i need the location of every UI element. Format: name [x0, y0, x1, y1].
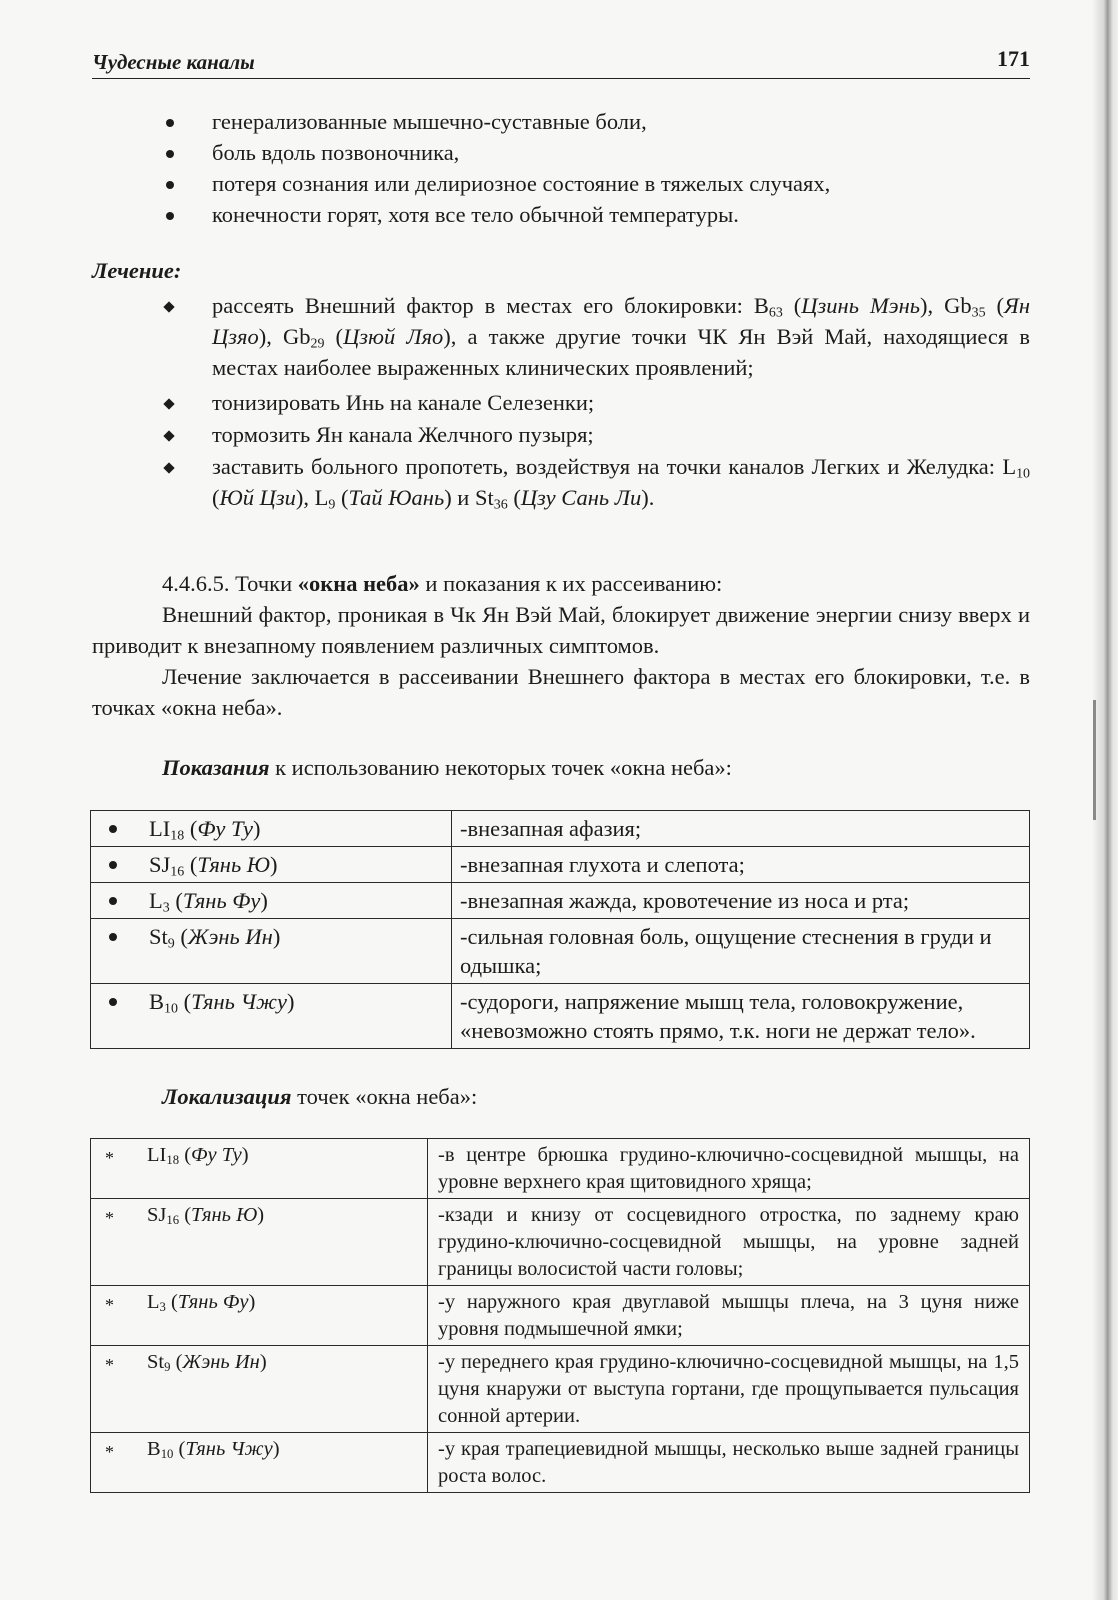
symptom-item [160, 137, 1030, 168]
location-cell: -у наружного края двуглавой мышцы плеча, на 3 цуня ниже уровня подмышечной ямки; [428, 1286, 1030, 1346]
symptom-item [160, 106, 1030, 137]
page-header [92, 44, 1030, 79]
symptom-text: генерализованные мышечно-суставные боли, [212, 109, 647, 134]
table-row [91, 1433, 1030, 1493]
bullet-dot-icon [166, 150, 174, 158]
table-row [91, 811, 1030, 847]
indication-cell: -внезапная жажда, кровотечение из носа и рта; [452, 883, 1030, 919]
paragraph: Лечение заключается в рассеивании Внешнего фактора в местах его блокировки, т.е. в точках «окна неба». [92, 664, 1030, 720]
bullet-dot-icon [109, 998, 117, 1006]
location-cell: -у края трапециевидной мышцы, несколько выше задней границы роста волос. [428, 1433, 1030, 1493]
point-cell: $L_3$ (Тянь Фу) [91, 883, 452, 919]
location-cell: -кзади и книзу от сосцевидного отростка, по заднему краю грудино-ключично-сосцевидной мышцы, на уровне задней границы волосистой части головы; [428, 1199, 1030, 1286]
indications-table [90, 810, 1030, 1049]
bullet-dot-icon [166, 119, 174, 127]
indication-cell: -сильная головная боль, ощущение стеснения в груди и одышка; [452, 919, 1030, 984]
symptom-text: конечности горят, хотя все тело обычной температуры. [212, 202, 739, 227]
treatment-list [160, 290, 1030, 513]
localization-table [90, 1138, 1030, 1493]
location-cell: -у переднего края грудино-ключично-сосцевидной мышцы, на 1,5 цуня кнаружи от выступа гортани, где прощупывается пульсация сонной артерии. [428, 1346, 1030, 1433]
point-cell: * $St_9$ (Жэнь Ин) [91, 1346, 428, 1433]
bullet-dot-icon [166, 212, 174, 220]
bullet-dot-icon [166, 181, 174, 189]
treatment-item: тонизировать Инь на канале Селезенки; [160, 387, 1030, 418]
symptom-item [160, 199, 1030, 230]
symptom-text: потеря сознания или делириозное состояние в тяжелых случаях, [212, 171, 831, 196]
indication-cell: -внезапная глухота и слепота; [452, 847, 1030, 883]
diamond-bullet-icon [163, 462, 174, 473]
asterisk-icon: * [105, 1442, 114, 1462]
point-cell: * $B_{10}$ (Тянь Чжу) [91, 1433, 428, 1493]
asterisk-icon: * [105, 1208, 114, 1228]
page-number: 171 [997, 46, 1030, 71]
point-cell: * $SJ_{16}$ (Тянь Ю) [91, 1199, 428, 1286]
bullet-dot-icon [109, 825, 117, 833]
indications-lead: Показания к использованию некоторых точек «окна неба»: [162, 755, 732, 780]
point-cell: $St_9$ (Жэнь Ин) [91, 919, 452, 984]
location-cell: -в центре брюшка грудино-ключично-сосцевидной мышцы, на уровне верхнего края щитовидного хряща; [428, 1139, 1030, 1199]
table-row [91, 847, 1030, 883]
indication-cell: -внезапная афазия; [452, 811, 1030, 847]
bullet-dot-icon [109, 861, 117, 869]
table-row [91, 919, 1030, 984]
point-cell: * $L_3$ (Тянь Фу) [91, 1286, 428, 1346]
point-cell: $LI_{18}$ (Фу Ту) [91, 811, 452, 847]
diamond-bullet-icon [163, 301, 174, 312]
section-heading: 4.4.6.5. Точки «окна неба» и показания к их рассеиванию: [162, 571, 723, 596]
symptom-item [160, 168, 1030, 199]
asterisk-icon: * [105, 1355, 114, 1375]
point-cell: * $LI_{18}$ (Фу Ту) [91, 1139, 428, 1199]
treatment-item: заставить больного пропотеть, воздействуя на точки каналов Легких и Желудка: $L_{10}$ (Юй Цзи), $L_9$ (Тай Юань) и $St_{36}$ (Цзу Сань Ли). [160, 451, 1030, 513]
localization-lead: Локализация точек «окна неба»: [162, 1084, 478, 1109]
table-row [91, 984, 1030, 1049]
scan-edge-mark [1093, 700, 1096, 820]
point-cell: $B_{10}$ (Тянь Чжу) [91, 984, 452, 1049]
indication-cell: -судороги, напряжение мышц тела, головокружение, «невозможно стоять прямо, т.к. ноги не держат тело». [452, 984, 1030, 1049]
treatment-item: тормозить Ян канала Желчного пузыря; [160, 419, 1030, 450]
bullet-dot-icon [109, 897, 117, 905]
bullet-dot-icon [109, 933, 117, 941]
treatment-heading: Лечение: [92, 258, 182, 283]
point-cell: $SJ_{16}$ (Тянь Ю) [91, 847, 452, 883]
symptom-list [160, 106, 1030, 230]
paragraph: Внешний фактор, проникая в Чк Ян Вэй Май, блокирует движение энергии снизу вверх и приводит к внезапному появлением различных симптомов. [92, 602, 1030, 658]
table-row [91, 1139, 1030, 1199]
asterisk-icon: * [105, 1148, 114, 1168]
asterisk-icon: * [105, 1295, 114, 1315]
running-title: Чудесные каналы [92, 50, 255, 74]
table-row [91, 1286, 1030, 1346]
diamond-bullet-icon [163, 430, 174, 441]
treatment-item: рассеять Внешний фактор в местах его блокировки: $B_{63}$ (Цзинь Мэнь), $Gb_{35}$ (Ян Цзяо), $Gb_{29}$ (Цзюй Ляо), а также другие точки ЧК Ян Вэй Май, находящиеся в местах наиболее выраженных клинических проявлений; [160, 290, 1030, 383]
symptom-text: боль вдоль позвоночника, [212, 140, 460, 165]
diamond-bullet-icon [163, 398, 174, 409]
table-row [91, 883, 1030, 919]
table-row [91, 1346, 1030, 1433]
table-row [91, 1199, 1030, 1286]
